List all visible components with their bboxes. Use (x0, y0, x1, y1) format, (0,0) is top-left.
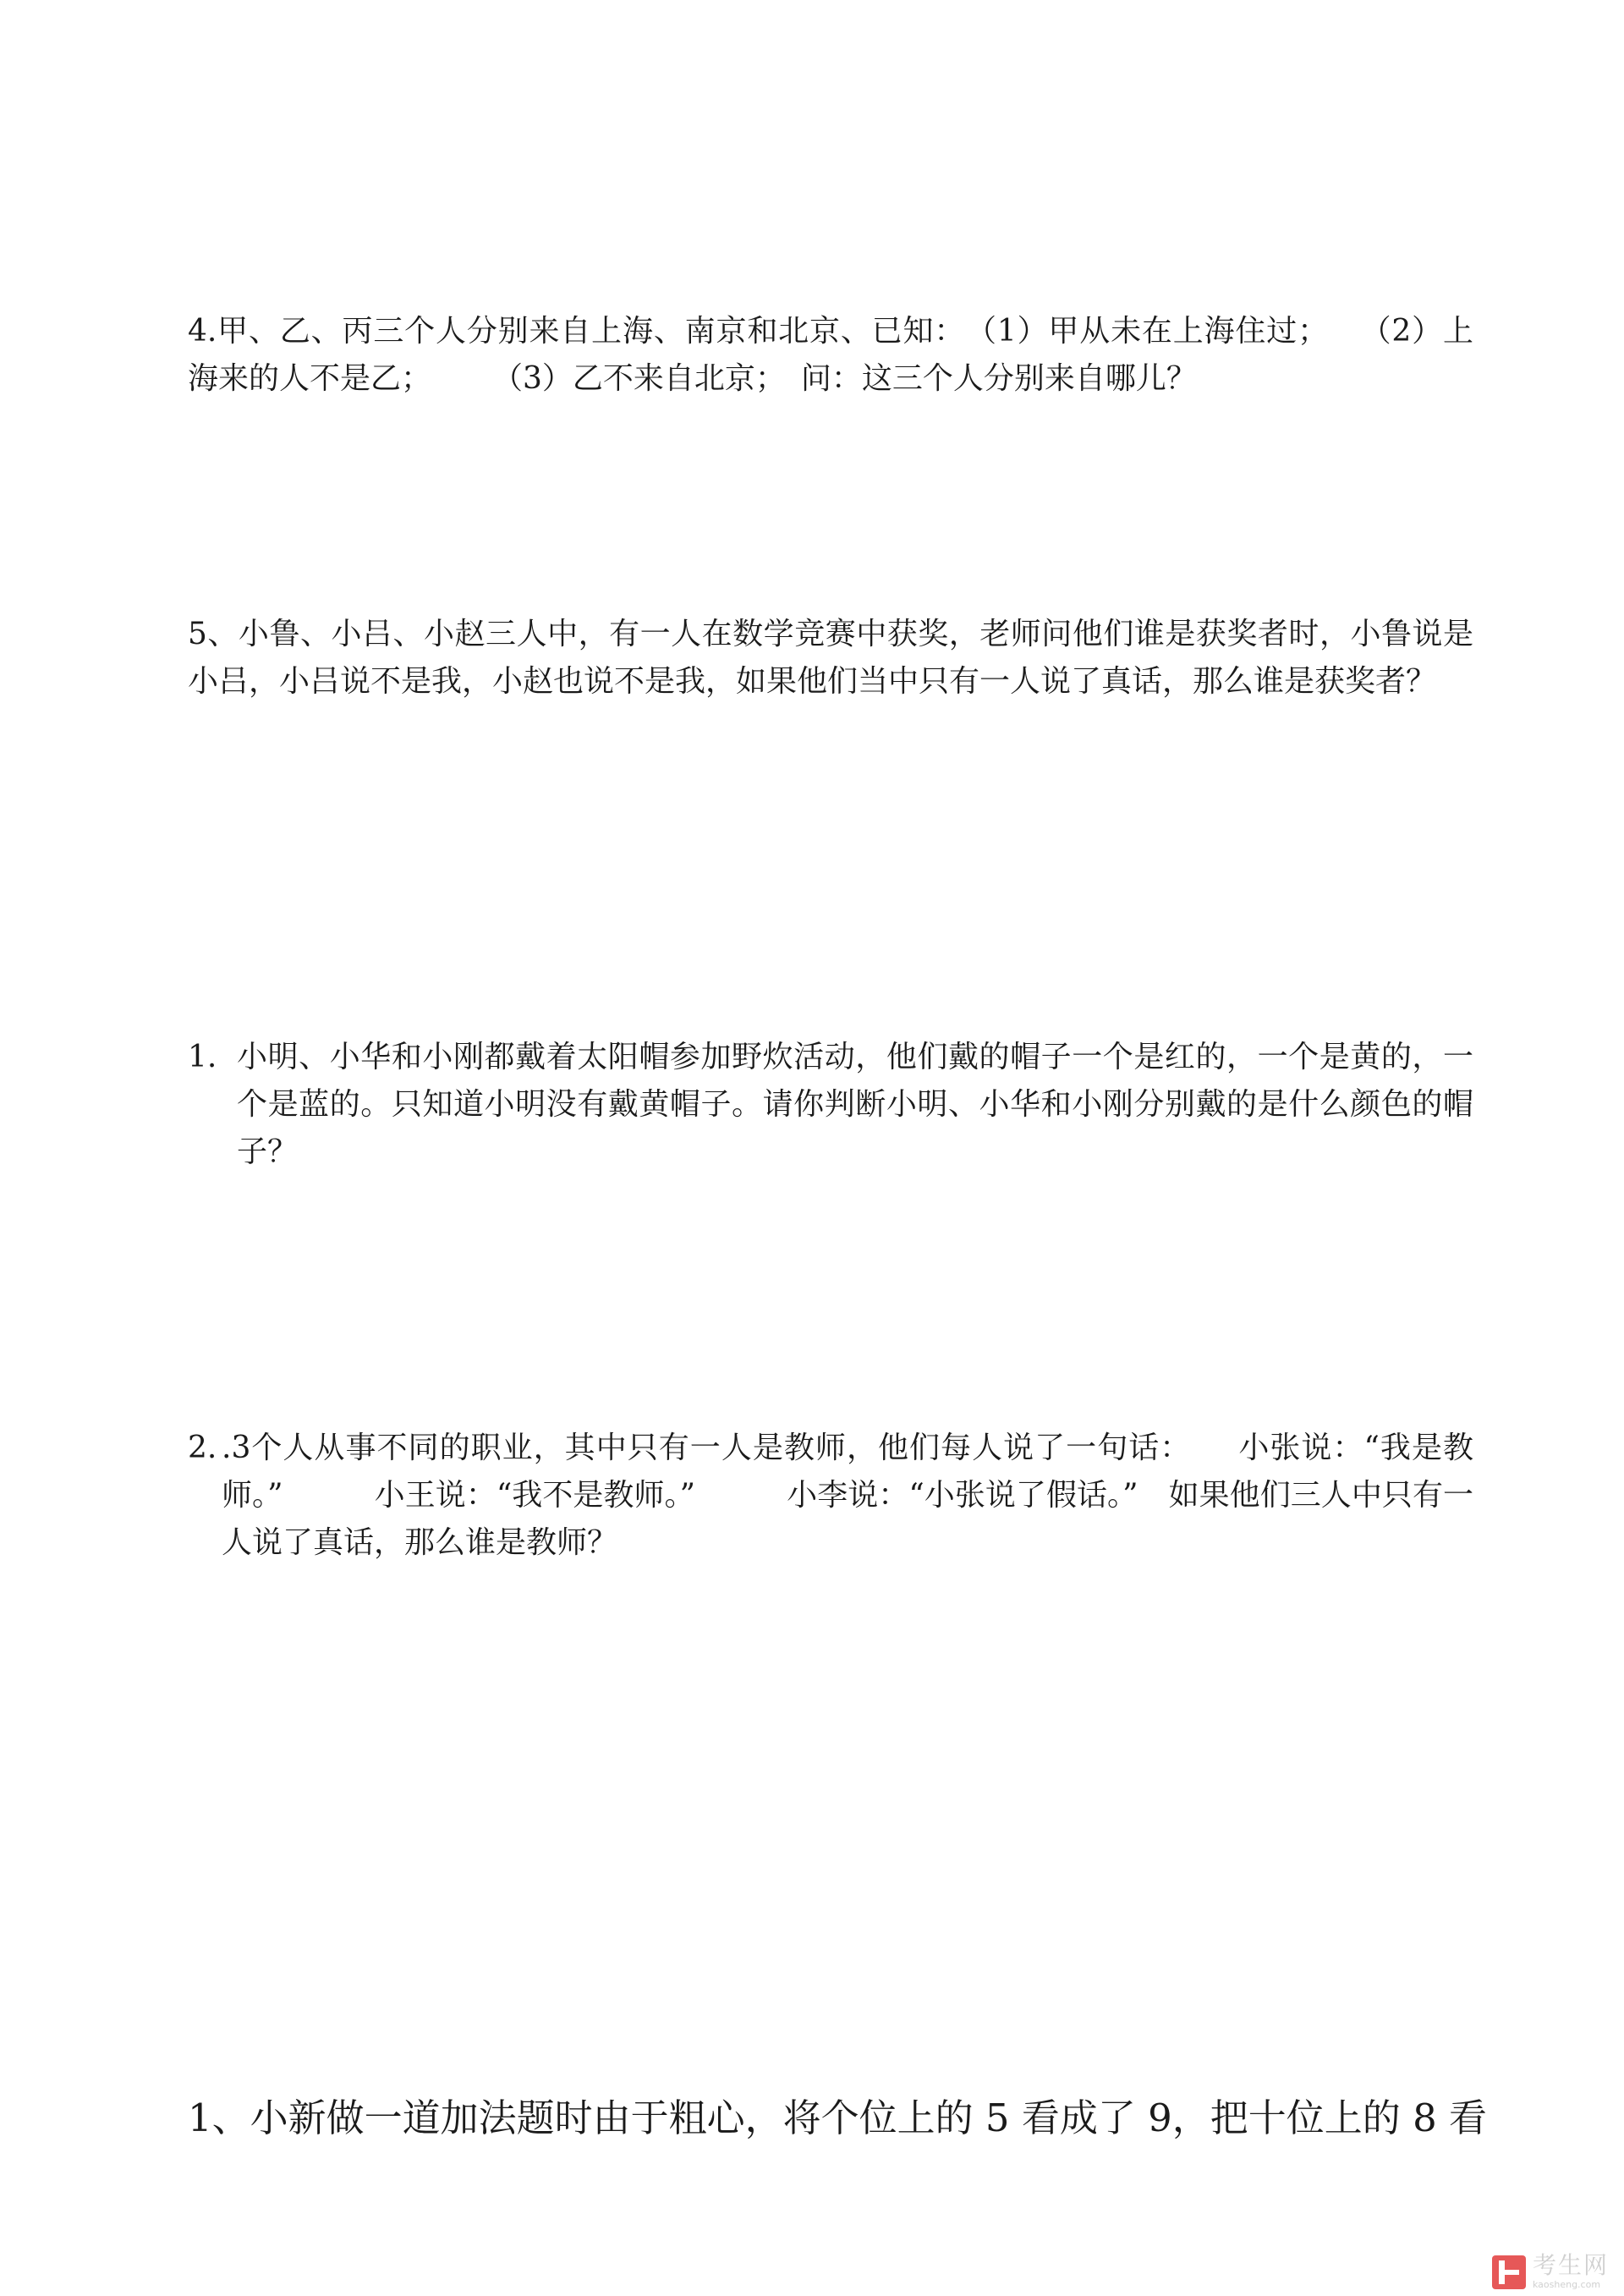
watermark-logo (1492, 2251, 1609, 2290)
list-item-2-number: 2. (188, 1431, 217, 1465)
logo-icon (1492, 2255, 1526, 2289)
list-item-2 (188, 1425, 1473, 1567)
list-item-2-text: .3个人从事不同的职业，其中只有一人是教师，他们每人说了一句话： 小张说：“我是教师。” 小王说：“我不是教师。” 小李说：“小张说了假话。” 如果他们三人中只有一人说了真话，那么谁是教师？ (222, 1431, 1473, 1560)
logo-url: kaosheng.com (1532, 2279, 1601, 2290)
list-item-1-number: 1. (188, 1040, 217, 1074)
list-item-1-text: 小明、小华和小刚都戴着太阳帽参加野炊活动，他们戴的帽子一个是红的，一个是黄的，一个是蓝的。只知道小明没有戴黄帽子。请你判断小明、小华和小刚分别戴的是什么颜色的帽子？ (237, 1040, 1473, 1169)
final-question (188, 2093, 1488, 2144)
question-4 (188, 308, 1473, 403)
final-question-text: 1、小新做一道加法题时由于粗心，将个位上的 5 看成了 9，把十位上的 8 看 (188, 2096, 1488, 2140)
question-5 (188, 611, 1473, 706)
list-item-1 (188, 1034, 1473, 1176)
question-4-text: 4.甲、乙、丙三个人分别来自上海、南京和北京、已知： （1）甲从未在上海住过； （2）上海来的人不是乙； （3）乙不来自北京； 问：这三个人分别来自哪儿？ (188, 314, 1473, 396)
logo-name: 考生网 (1532, 2251, 1609, 2279)
question-5-text: 5、小鲁、小吕、小赵三人中，有一人在数学竞赛中获奖，老师问他们谁是获奖者时，小鲁说是小吕，小吕说不是我，小赵也说不是我，如果他们当中只有一人说了真话，那么谁是获奖者？ (188, 617, 1473, 699)
